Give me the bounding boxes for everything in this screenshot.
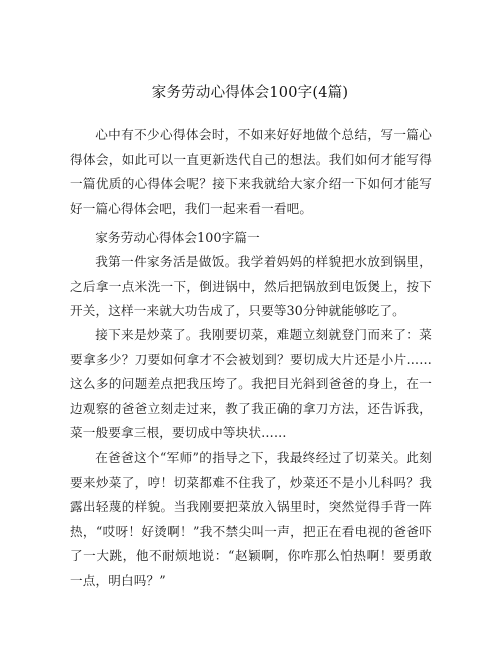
- body-paragraph-2: 接下来是炒菜了。我刚要切菜，难题立刻就登门而来了：菜要拿多少？刀要如何拿才不会被划到？要切成大片还是小片……这么多的问题差点把我压垮了。我把目光斜到爸爸的身上，在一边观察的爸爸立刻走过来，教了我正确的拿刀方法，还告诉我，菜一般要拿三根，要切成中等块状……: [70, 327, 432, 440]
- intro-paragraph-block: [70, 123, 432, 221]
- paragraph-block-1: [70, 250, 432, 324]
- intro-paragraph: 心中有不少心得体会时，不如来好好地做个总结，写一篇心得体会，如此可以一直更新迭代自己的想法。我们如何才能写得一篇优质的心得体会呢？接下来我就给大家介绍一下如何才能写好一篇心得体会吧，我们一起来看一看吧。: [70, 127, 432, 216]
- section-heading-block: [70, 226, 432, 251]
- paragraph-block-3: [70, 446, 432, 593]
- section-heading: 家务劳动心得体会100字篇一: [95, 230, 260, 245]
- body-paragraph-3: 在爸爸这个“军师”的指导之下，我最终经过了切菜关。此刻要来炒菜了，哼！切菜都难不住我了，炒菜还不是小儿科吗？我露出轻蔑的样貌。当我刚要把菜放入锅里时，突然觉得手背一阵热，“哎呀！好烫啊！”我不禁尖叫一声，把正在看电视的爸爸吓了一大跳，他不耐烦地说：“赵颖啊，你咋那么怕热啊！要勇敢一点，明白吗？”: [70, 450, 432, 588]
- paragraph-block-2: [70, 323, 432, 446]
- body-paragraph-1: 我第一件家务活是做饭。我学着妈妈的样貌把水放到锅里，之后拿一点米洗一下，倒进锅中，然后把锅放到电饭煲上，按下开关，这样一来就大功告成了，只要等30分钟就能够吃了。: [70, 254, 432, 318]
- document-title: 家务劳动心得体会100字(4篇): [151, 85, 349, 101]
